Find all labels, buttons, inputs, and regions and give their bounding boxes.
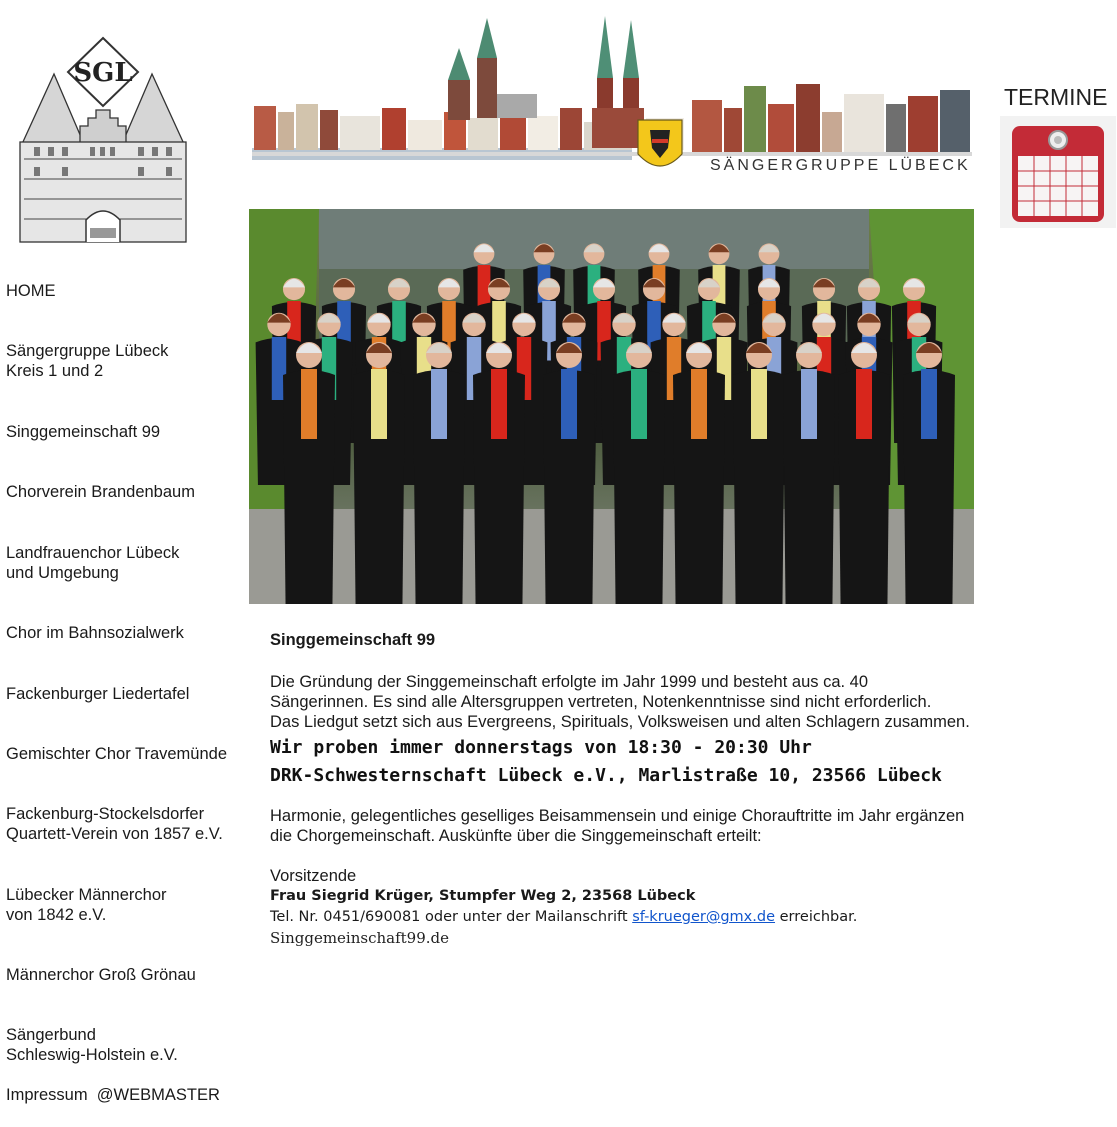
main-content xyxy=(270,630,970,948)
choir-member xyxy=(473,342,525,604)
nav-footer xyxy=(6,1086,220,1105)
page-heading: Singgemeinschaft 99 xyxy=(270,631,436,649)
impressum-link[interactable]: Impressum xyxy=(6,1086,88,1104)
community-paragraph: Harmonie, gelegentliches geselliges Beisammensein und einige Chorauftritte im Jahr ergänzen die Chorgemeinschaft. Auskünfte über die Singgemeinschaft erteilt: xyxy=(270,807,965,845)
nav-item-saengergruppe[interactable]: Sängergruppe Lübeck Kreis 1 und 2 xyxy=(6,342,169,380)
nav-item-saengerbund[interactable]: Sängerbund Schleswig-Holstein e.V. xyxy=(6,1026,178,1064)
nav-item-bahnsozialwerk[interactable]: Chor im Bahnsozialwerk xyxy=(6,624,184,642)
banner-title: SÄNGERGRUPPE LÜBECK xyxy=(710,157,971,174)
nav-item-home[interactable]: HOME xyxy=(6,282,56,300)
choir-member xyxy=(733,342,785,604)
rehearsal-location: DRK-Schwesternschaft Lübeck e.V., Marlistraße 10, 23566 Lübeck xyxy=(270,765,942,786)
calendar-icon[interactable] xyxy=(1000,116,1116,228)
chair-role: Vorsitzende xyxy=(270,867,357,885)
choir-member xyxy=(838,342,890,604)
nav-item-maennerchor-1842[interactable]: Lübecker Männerchor von 1842 e.V. xyxy=(6,886,167,924)
nav-item-gross-groenau[interactable]: Männerchor Groß Grönau xyxy=(6,966,196,984)
contact-line xyxy=(270,907,970,928)
rehearsal-time: Wir proben immer donnerstags von 18:30 - 20:30 Uhr xyxy=(270,737,812,758)
nav-item-quartett-verein[interactable]: Fackenburg-Stockelsdorfer Quartett-Verein von 1857 e.V. xyxy=(6,805,223,843)
nav-item-landfrauenchor[interactable]: Landfrauenchor Lübeck und Umgebung xyxy=(6,544,180,582)
tel-suffix: erreichbar. xyxy=(775,909,858,925)
choir-member xyxy=(613,342,665,604)
choir-member xyxy=(543,342,595,604)
repertoire-paragraph: Das Liedgut setzt sich aus Evergreens, Spirituals, Volksweisen und alten Schlagern zusammen. xyxy=(270,713,970,731)
choir-member xyxy=(783,342,835,604)
nav-item-fackenburger-liedertafel[interactable]: Fackenburger Liedertafel xyxy=(6,685,190,703)
termine-link[interactable]: TERMINE xyxy=(1004,84,1108,110)
intro-paragraph: Die Gründung der Singgemeinschaft erfolgte im Jahr 1999 und besteht aus ca. 40 Sängerinnen. Es sind alle Altersgruppen vertreten, Notenkenntnisse sind nicht erforderlich. xyxy=(270,673,932,711)
contact-name: Frau Siegrid Krüger, Stumpfer Weg 2, 23568 Lübeck xyxy=(270,888,696,904)
webmaster-link[interactable]: @WEBMASTER xyxy=(96,1086,220,1104)
choir-member xyxy=(413,342,465,604)
nav-item-singgemeinschaft[interactable]: Singgemeinschaft 99 xyxy=(6,423,161,441)
choir-group-photo xyxy=(249,209,974,604)
email-link[interactable]: sf-krueger@gmx.de xyxy=(632,909,776,925)
choir-member xyxy=(283,342,335,604)
choir-member xyxy=(673,342,725,604)
site-logo[interactable] xyxy=(14,34,192,246)
nav-item-travemuende[interactable]: Gemischter Chor Travemünde xyxy=(6,745,228,763)
choir-member xyxy=(903,342,955,604)
tel-text: Tel. Nr. 0451/690081 oder unter der Mailanschrift xyxy=(270,909,633,925)
nav-item-chorverein-brandenbaum[interactable]: Chorverein Brandenbaum xyxy=(6,483,195,501)
site-name: Singgemeinschaft99.de xyxy=(270,929,449,947)
logo-monogram: SGL xyxy=(73,58,133,88)
header-banner xyxy=(252,8,972,180)
choir-member xyxy=(353,342,405,604)
